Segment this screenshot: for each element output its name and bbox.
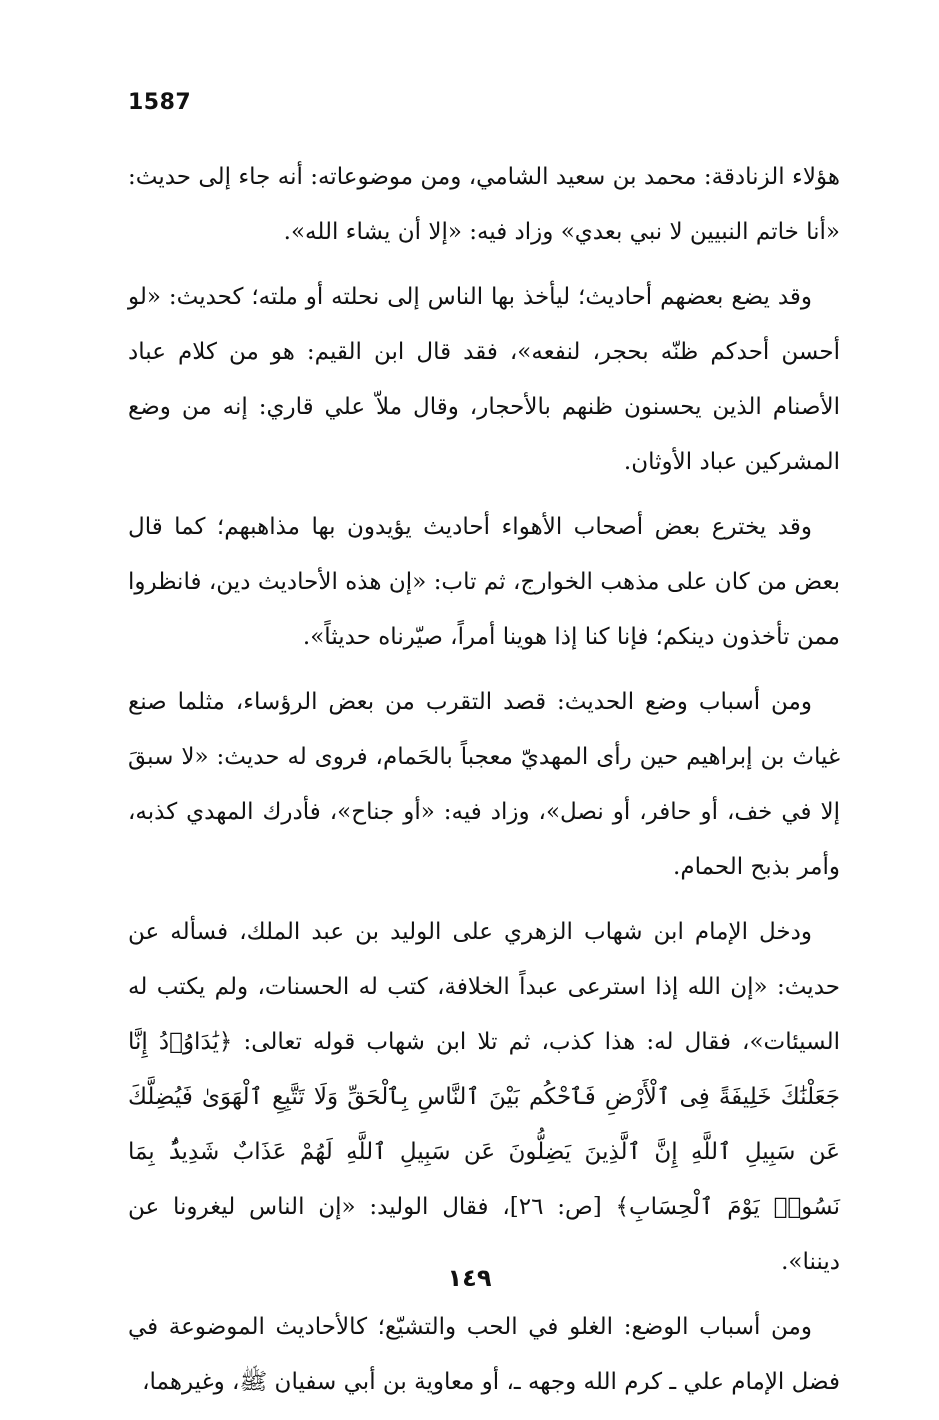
paragraph: وقد يضع بعضهم أحاديث؛ ليأخذ بها الناس إلى نحلته أو ملته؛ كحديث: «لو أحسن أحدكم ظنّه بحجر، لنفعه»، فقد قال ابن القيم: هو من كلام عباد الأصنام الذين يحسنون ظنهم بالأحجار، وقال ملاّ علي قاري: إنه من وضع المشركين عباد الأوثان.: [128, 284, 840, 475]
paragraph: ومن أسباب الوضع: الغلو في الحب والتشيّع؛ كالأحاديث الموضوعة في فضل الإمام علي ـ كرم الله وجهه ـ، أو معاوية بن أبي سفيان ﷺ، وغيرهما،: [128, 1314, 840, 1395]
paragraph: هؤلاء الزنادقة: محمد بن سعيد الشامي، ومن موضوعاته: أنه جاء إلى حديث: «أنا خاتم النبيين لا نبي بعدي» وزاد فيه: «إلا أن يشاء الله».: [128, 164, 840, 245]
paragraph: وقد يخترع بعض أصحاب الأهواء أحاديث يؤيدون بها مذاهبهم؛ كما قال بعض من كان على مذهب الخوارج، ثم تاب: «إن هذه الأحاديث دين، فانظروا ممن تأخذون دينكم؛ فإنا كنا إذا هوينا أمراً، صيّرناه حديثاً».: [128, 514, 840, 650]
paragraph: ومن أسباب وضع الحديث: قصد التقرب من بعض الرؤساء، مثلما صنع غياث بن إبراهيم حين رأى المهديّ معجباً بالحَمام، فروى له حديث: «لا سبقَ إلا في خف، أو حافر، أو نصل»، وزاد فيه: «أو جناح»، فأدرك المهدي كذبه، وأمر بذبح الحمام.: [128, 689, 840, 880]
paragraph: ودخل الإمام ابن شهاب الزهري على الوليد بن عبد الملك، فسأله عن حديث: «إن الله إذا استرعى عبداً الخلافة، كتب له الحسنات، ولم يكتب له السيئات»، فقال له: هذا كذب، ثم تلا ابن شهاب قوله تعالى: ﴿يَٰدَاوُۥدُ إِنَّا جَعَلْنَٰكَ خَلِيفَةً فِى ٱلْأَرْضِ فَٱحْكُم بَيْنَ ٱلنَّاسِ بِٱلْحَقِّ وَلَا تَتَّبِعِ ٱلْهَوَىٰ فَيُضِلَّكَ عَن سَبِيلِ ٱللَّهِ إِنَّ ٱلَّذِينَ يَضِلُّونَ عَن سَبِيلِ ٱللَّهِ لَهُمْ عَذَابٌ شَدِيدٌۢ بِمَا نَسُوا۟ يَوْمَ ٱلْحِسَابِ﴾ [ص: ٢٦]، فقال الوليد: «إن الناس ليغرونا عن ديننا».: [128, 919, 840, 1275]
page-number: ١٤٩: [447, 1264, 492, 1292]
body-text: [128, 150, 840, 1420]
page-id: 1587: [128, 90, 192, 115]
